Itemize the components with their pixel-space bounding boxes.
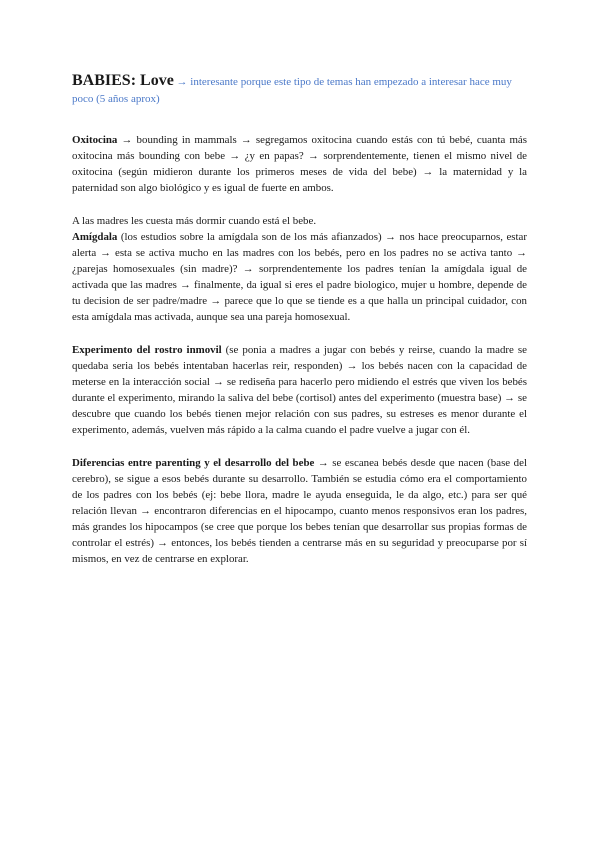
paragraph-rostro bbox=[72, 342, 527, 438]
title-main: BABIES: Love bbox=[72, 72, 174, 89]
paragraph-parenting bbox=[72, 455, 527, 567]
document-title bbox=[72, 72, 527, 108]
lead-parenting: Diferencias entre parenting y el desarrollo del bebe bbox=[72, 457, 315, 469]
paragraph-gap bbox=[72, 325, 527, 342]
title-note: → interesante porque este tipo de temas han empezado a interesar hace muy poco (5 años aprox) bbox=[72, 76, 512, 105]
lead-oxitocina: Oxitocina bbox=[72, 134, 118, 146]
text-dormir: A las madres les cuesta más dormir cuando está el bebe. bbox=[72, 215, 317, 227]
text-rostro: (se ponia a madres a jugar con bebés y reirse, cuando la madre se quedaba seria los bebés intentaban hacerlas reir, responden) → los bebés nacen con la capacidad de meterse en la interacción social → se rediseña para hacerlo pero midiendo el estrés que viven los bebés durante el experimento, mirando la saliva del bebe (cortisol) antes del experimento (muestra base) → se descubre que cuando los bebés tienen mejor relación con sus padres, su estreses es menor durante el experimento, además, vuelven más rápido a la calma cuando el padre vuelve a jugar con él. bbox=[72, 344, 527, 436]
paragraph-amigdala bbox=[72, 229, 527, 325]
lead-rostro: Experimento del rostro inmovil bbox=[72, 344, 222, 356]
paragraph-gap bbox=[72, 438, 527, 455]
paragraph-gap bbox=[72, 196, 527, 213]
text-amigdala: (los estudios sobre la amígdala son de los más afianzados) → nos hace preocuparnos, estar alerta → esta se activa mucho en las madres con los bebés, pero en los padres no se activa tanto → ¿parejas homosexuales (sin madre)? → sorprendentemente los padres tenían la amígdala igual de activada que las madres → finalmente, da igual si eres el padre biologico, mujer u hombre, depende de tu decision de ser padre/madre → parece que lo que se tiende es a que halla un principal cuidador, con esta amígdala mas activada, aunque sea una pareja homosexual. bbox=[72, 231, 527, 323]
paragraph-oxitocina bbox=[72, 132, 527, 196]
text-oxitocina: → bounding in mammals → segregamos oxitocina cuando estás con tú bebé, cuanta más oxitocina más bounding con bebe → ¿y en papas? → sorprendentemente, tienen el mismo nivel de oxitocina (según midieron durante los primeros meses de vida del bebe) → la maternidad y la paternidad son algo biológico y es igual de fuerte en ambos. bbox=[72, 134, 527, 194]
text-parenting: → se escanea bebés desde que nacen (base del cerebro), se sigue a esos bebés durante su desarrollo. También se estudia cómo era el comportamiento de los padres con los bebés (ej: bebe llora, madre le ayuda enseguida, le da algo, etc.) para ser qué relación llevan → encontraron diferencias en el hipocampo, cuanto menos responsivos eran los padres, más grandes los hipocampos (se cree que porque los bebes tenían que desarrollar sus propias formas de controlar el estrés) → entonces, los bebés tienden a centrarse más en su seguridad y preocuparse por sí mismos, en vez de centrarse en explorar. bbox=[72, 457, 527, 565]
document-body bbox=[72, 72, 527, 567]
paragraph-dormir bbox=[72, 213, 527, 229]
lead-amigdala: Amígdala bbox=[72, 231, 118, 243]
